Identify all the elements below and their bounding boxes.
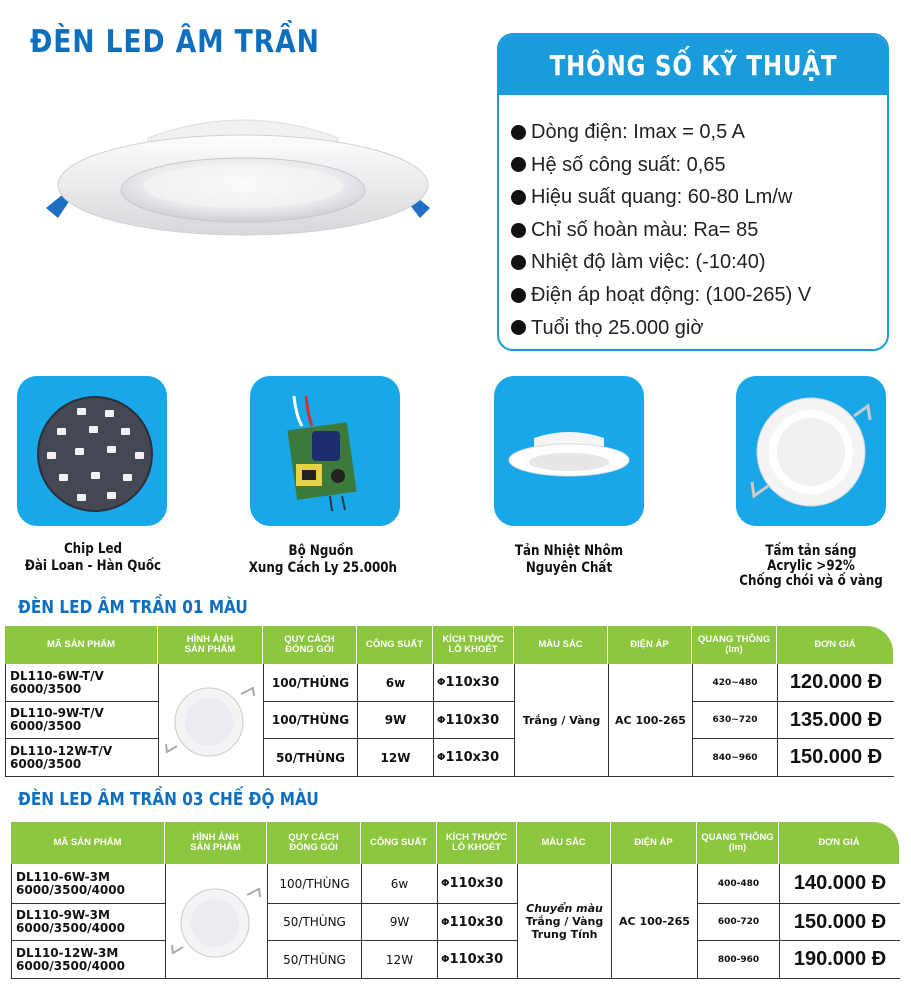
code-text: DL110-9W-3M: [16, 908, 110, 922]
code-text: DL110-12W-T/V: [10, 743, 113, 758]
feature-line: Nguyên Chất: [525, 560, 613, 576]
th-text: KÍCH THƯỚC: [445, 832, 508, 843]
table-row-code: [12, 941, 166, 979]
th-code: MÃ SẢN PHẨM: [11, 822, 165, 864]
product-image-cell: [166, 864, 268, 979]
code-text: 6000/3500: [10, 719, 82, 733]
downlight-side-icon: [494, 376, 644, 526]
spec-list: [499, 95, 887, 344]
color-text: Trung Tính: [531, 927, 598, 941]
th-code: MÃ SẢN PHẨM: [5, 626, 158, 664]
bullet-icon: [511, 288, 526, 303]
diffuser-front-icon: [736, 376, 886, 526]
power-cell: 9W: [358, 702, 434, 739]
diameter-icon: Φ: [441, 878, 450, 889]
bullet-icon: [511, 223, 526, 238]
spec-header: [499, 35, 887, 95]
color-cell: [518, 864, 612, 979]
th-text: SẢN PHẨM: [190, 842, 241, 853]
spec-text: Dòng điện: Imax = 0,5 A: [531, 121, 746, 143]
th-lumen: [697, 822, 779, 864]
code-text: 6000/3500/4000: [16, 921, 125, 935]
price-cell: 150.000 Đ: [780, 904, 900, 941]
code-text: DL110-12W-3M: [16, 945, 119, 960]
spec-panel: [497, 33, 889, 351]
page-title: ĐÈN LED ÂM TRẦN: [30, 24, 320, 60]
code-text: DL110-9W-T/V: [10, 706, 104, 720]
bullet-icon: [511, 125, 526, 140]
bullet-icon: [511, 255, 526, 270]
th-power: CÔNG SUẤT: [361, 822, 437, 864]
lumen-cell: 600-720: [698, 904, 780, 941]
power-cell: 6w: [362, 864, 438, 904]
th-text: LỖ KHOÉT: [448, 644, 498, 655]
spec-title: THÔNG SỐ KỸ THUẬT: [549, 48, 837, 82]
feature-box: [494, 376, 644, 526]
th-text: LỖ KHOÉT: [451, 842, 502, 853]
table-row-code: [6, 702, 159, 739]
lumen-cell: 630~720: [693, 702, 778, 739]
th-voltage: ĐIỆN ÁP: [608, 626, 692, 664]
table1-header: [5, 626, 893, 664]
feature-line: Chống chói và ố vàng: [739, 573, 883, 589]
product-image-cell: [159, 664, 264, 777]
feature-line: Acrylic >92%: [767, 558, 855, 574]
spec-text: Hiệu suất quang: 60-80 Lm/w: [531, 186, 793, 209]
feature-driver: [250, 376, 400, 526]
size-cell: [434, 739, 515, 777]
th-text: QUY CÁCH: [288, 832, 339, 843]
lumen-cell: 400-480: [698, 864, 780, 904]
size-text: 110x30: [449, 952, 504, 967]
th-text: QUANG THÔNG: [697, 634, 771, 645]
downlight-thumbnail-icon: [163, 680, 259, 760]
table2-title: ĐÈN LED ÂM TRẦN 03 CHẾ ĐỘ MÀU: [18, 789, 319, 810]
feature-line: Xung Cách Ly 25.000h: [248, 560, 398, 576]
spec-item: [511, 312, 887, 345]
downlight-product-image: [38, 100, 448, 250]
th-text: HÌNH ẢNH: [192, 832, 239, 843]
feature-line: Chip Led: [63, 541, 123, 557]
th-text: ĐÓNG GÓI: [285, 644, 334, 655]
size-text: 110x30: [449, 914, 504, 930]
code-text: 6000/3500/4000: [16, 958, 125, 973]
feature-label: [497, 543, 642, 577]
feature-label: [21, 541, 166, 575]
table-row-code: [6, 739, 159, 777]
bullet-icon: [511, 190, 526, 205]
spec-item: [511, 181, 887, 214]
feature-label: [248, 543, 398, 577]
th-text: (lm): [728, 842, 747, 853]
feature-line: Đài Loan - Hàn Quốc: [24, 558, 162, 574]
size-text: 110x30: [449, 876, 504, 891]
led-chip-board-icon: [17, 376, 167, 526]
table2-header: [11, 822, 899, 864]
price-cell: 190.000 Đ: [780, 941, 900, 979]
power-driver-icon: [250, 376, 400, 526]
pack-cell: 100/THÙNG: [264, 702, 358, 739]
power-cell: 6w: [358, 664, 434, 702]
size-cell: [434, 664, 515, 702]
bullet-icon: [511, 157, 526, 172]
power-cell: 12W: [362, 941, 438, 979]
diameter-icon: Φ: [441, 954, 450, 965]
feature-box: [17, 376, 167, 526]
pack-cell: 50/THÙNG: [268, 941, 362, 979]
table1-title: ĐÈN LED ÂM TRẦN 01 MÀU: [18, 597, 248, 618]
th-text: HÌNH ẢNH: [186, 634, 234, 645]
th-image: [165, 822, 267, 864]
feature-heatsink: [494, 376, 644, 526]
bullet-icon: [511, 320, 526, 335]
spec-item: [511, 116, 887, 149]
feature-box: [736, 376, 886, 526]
th-text: SẢN PHẨM: [184, 644, 236, 655]
code-text: 6000/3500: [10, 681, 82, 696]
lumen-cell: 420~480: [693, 664, 778, 702]
th-price: ĐƠN GIÁ: [818, 837, 860, 848]
power-cell: 12W: [358, 739, 434, 777]
diameter-icon: Φ: [441, 916, 450, 928]
voltage-cell: AC 100-265: [612, 864, 698, 979]
spec-item: [511, 279, 887, 312]
th-image: [158, 626, 263, 664]
size-cell: [438, 941, 518, 979]
spec-text: Tuổi thọ 25.000 giờ: [531, 316, 704, 339]
feature-line: Tản Nhiệt Nhôm: [514, 543, 624, 559]
color-text: Chuyển màu: [526, 901, 603, 915]
th-text: ĐÓNG GÓI: [289, 842, 338, 853]
th-pack: [267, 822, 361, 864]
price-cell: 150.000 Đ: [778, 739, 894, 777]
pack-cell: 100/THÙNG: [264, 664, 358, 702]
feature-box: [250, 376, 400, 526]
feature-label: [739, 544, 884, 589]
voltage-cell: AC 100-265: [609, 664, 693, 777]
th-price: ĐƠN GIÁ: [814, 639, 856, 650]
lumen-cell: 840~960: [693, 739, 778, 777]
spec-text: Điện áp hoạt động: (100-265) V: [531, 283, 812, 306]
th-text: (lm): [725, 644, 743, 655]
table-row-code: [12, 904, 166, 941]
table1-body: [5, 664, 893, 777]
size-cell: [438, 864, 518, 904]
spec-item: [511, 246, 887, 279]
diameter-icon: Φ: [437, 714, 446, 726]
table2-body: [11, 864, 899, 979]
feature-chip-led: [17, 376, 167, 526]
pack-cell: 50/THÙNG: [264, 739, 358, 777]
table-row-code: [6, 664, 159, 702]
size-cell: [434, 702, 515, 739]
color-text: Trắng / Vàng: [525, 914, 604, 928]
th-text: QUANG THÔNG: [701, 832, 774, 843]
th-pack: [263, 626, 357, 664]
code-text: 6000/3500: [10, 756, 82, 771]
power-cell: 9W: [362, 904, 438, 941]
th-color: MÀU SẮC: [514, 626, 608, 664]
feature-diffuser: [736, 376, 886, 526]
th-voltage: ĐIỆN ÁP: [611, 822, 697, 864]
th-text: QUY CÁCH: [284, 634, 335, 645]
price-cell: 120.000 Đ: [778, 664, 894, 702]
price-cell: 135.000 Đ: [778, 702, 894, 739]
diameter-icon: Φ: [437, 752, 446, 763]
th-text: KÍCH THƯỚC: [442, 634, 504, 645]
diameter-icon: Φ: [437, 677, 446, 688]
pack-cell: 100/THÙNG: [268, 864, 362, 904]
spec-item: [511, 149, 887, 182]
spec-text: Hệ số công suất: 0,65: [531, 153, 726, 176]
size-text: 110x30: [445, 712, 500, 728]
th-size: [437, 822, 517, 864]
size-cell: [438, 904, 518, 941]
code-text: DL110-6W-3M: [16, 869, 110, 884]
th-size: [433, 626, 514, 664]
th-power: CÔNG SUẤT: [357, 626, 433, 664]
downlight-thumbnail-icon: [169, 881, 265, 961]
feature-line: Tấm tản sáng: [765, 543, 857, 559]
pack-cell: 50/THÙNG: [268, 904, 362, 941]
color-cell: Trắng / Vàng: [515, 664, 609, 777]
th-color: MÀU SẮC: [517, 822, 611, 864]
feature-line: Bộ Nguồn: [288, 543, 354, 559]
price-cell: 140.000 Đ: [780, 864, 900, 904]
th-lumen: [692, 626, 777, 664]
size-text: 110x30: [445, 750, 500, 765]
spec-text: Chỉ số hoàn màu: Ra= 85: [531, 218, 759, 241]
code-text: 6000/3500/4000: [16, 882, 125, 897]
lumen-cell: 800-960: [698, 941, 780, 979]
spec-text: Nhiệt độ làm việc: (-10:40): [531, 251, 766, 274]
table-row-code: [12, 864, 166, 904]
size-text: 110x30: [445, 675, 500, 690]
spec-item: [511, 214, 887, 247]
code-text: DL110-6W-T/V: [10, 668, 104, 683]
